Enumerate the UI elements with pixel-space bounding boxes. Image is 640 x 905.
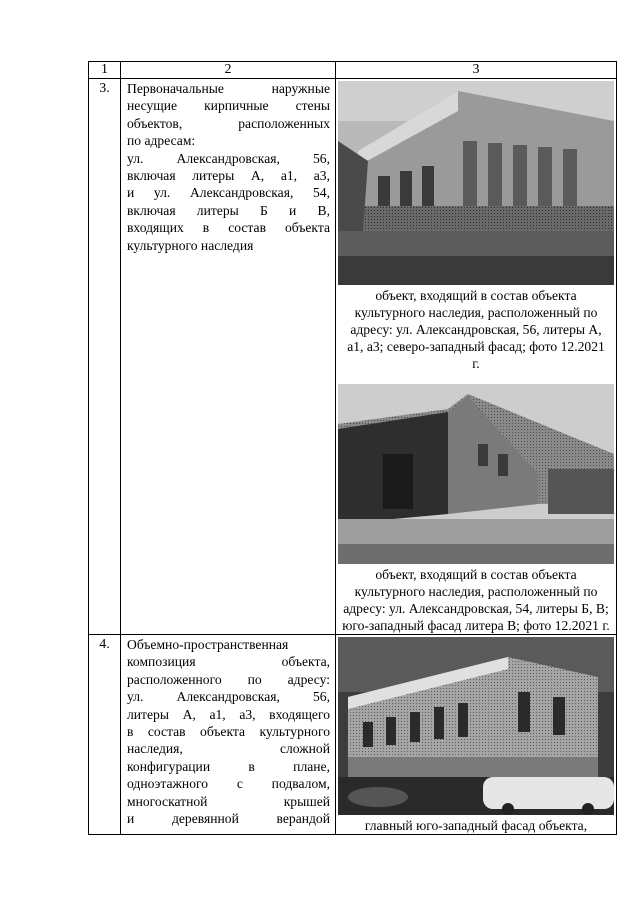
table-row [89,635,617,835]
description-line: несущие кирпичные стены [127,98,330,114]
table-row [89,79,617,635]
building-photo [338,637,614,815]
description-line: литеры А, а1, а3, входящего [127,706,330,722]
description-line: одноэтажного с подвалом, [127,776,330,792]
description-line: наследия, сложной [127,741,330,757]
header-col-1: 1 [89,62,121,79]
description-line: включая литеры А, а1, а3, [127,168,330,184]
row-number: 4. [89,635,121,835]
description-line: ул. Александровская, 56, [127,150,330,166]
row-description [121,79,336,635]
photo-caption: объект, входящий в состав объекта культурного наследия, расположенный по адресу: ул. Александровская, 56, литеры А, а1, а3; северо-западный фасад; фото 12.2021 г. [347,288,605,371]
header-row [89,62,617,79]
row-description [121,635,336,835]
description-line: ул. Александровская, 56, [127,689,330,705]
description-line: включая литеры Б и В, [127,202,330,218]
photo-caption: объект, входящий в состав объекта культурного наследия, расположенный по адресу: ул. Александровская, 54, литеры Б, В; юго-западный фасад литера В; фото 12.2021 г. [342,567,610,633]
description-line: конфигурации в плане, [127,758,330,774]
description-line: Первоначальные наружные [127,81,330,96]
description-line: объектов, расположенных [127,115,330,131]
description-line: по адресам: [127,133,196,149]
description-line: композиция объекта, [127,654,330,670]
building-photo [338,81,614,285]
description-line: многоскатной крышей [127,793,330,809]
description-line: в состав объекта культурного [127,724,330,740]
document-table [88,61,617,835]
row-number: 3. [89,79,121,635]
description-line: Объемно-пространственная [127,637,289,652]
description-line: входящих в состав объекта [127,220,330,236]
description-line: и деревянной верандой [127,811,330,827]
description-line: расположенного по адресу: [127,671,330,687]
photo-caption: главный юго-западный фасад объекта, [364,818,588,833]
description-line: культурного наследия [127,237,254,253]
building-photo [338,384,614,564]
header-col-2: 2 [121,62,336,79]
description-line: и ул. Александровская, 54, [127,185,330,201]
photo-cell [336,79,617,635]
photo-cell [336,635,617,835]
header-col-3: 3 [336,62,617,79]
